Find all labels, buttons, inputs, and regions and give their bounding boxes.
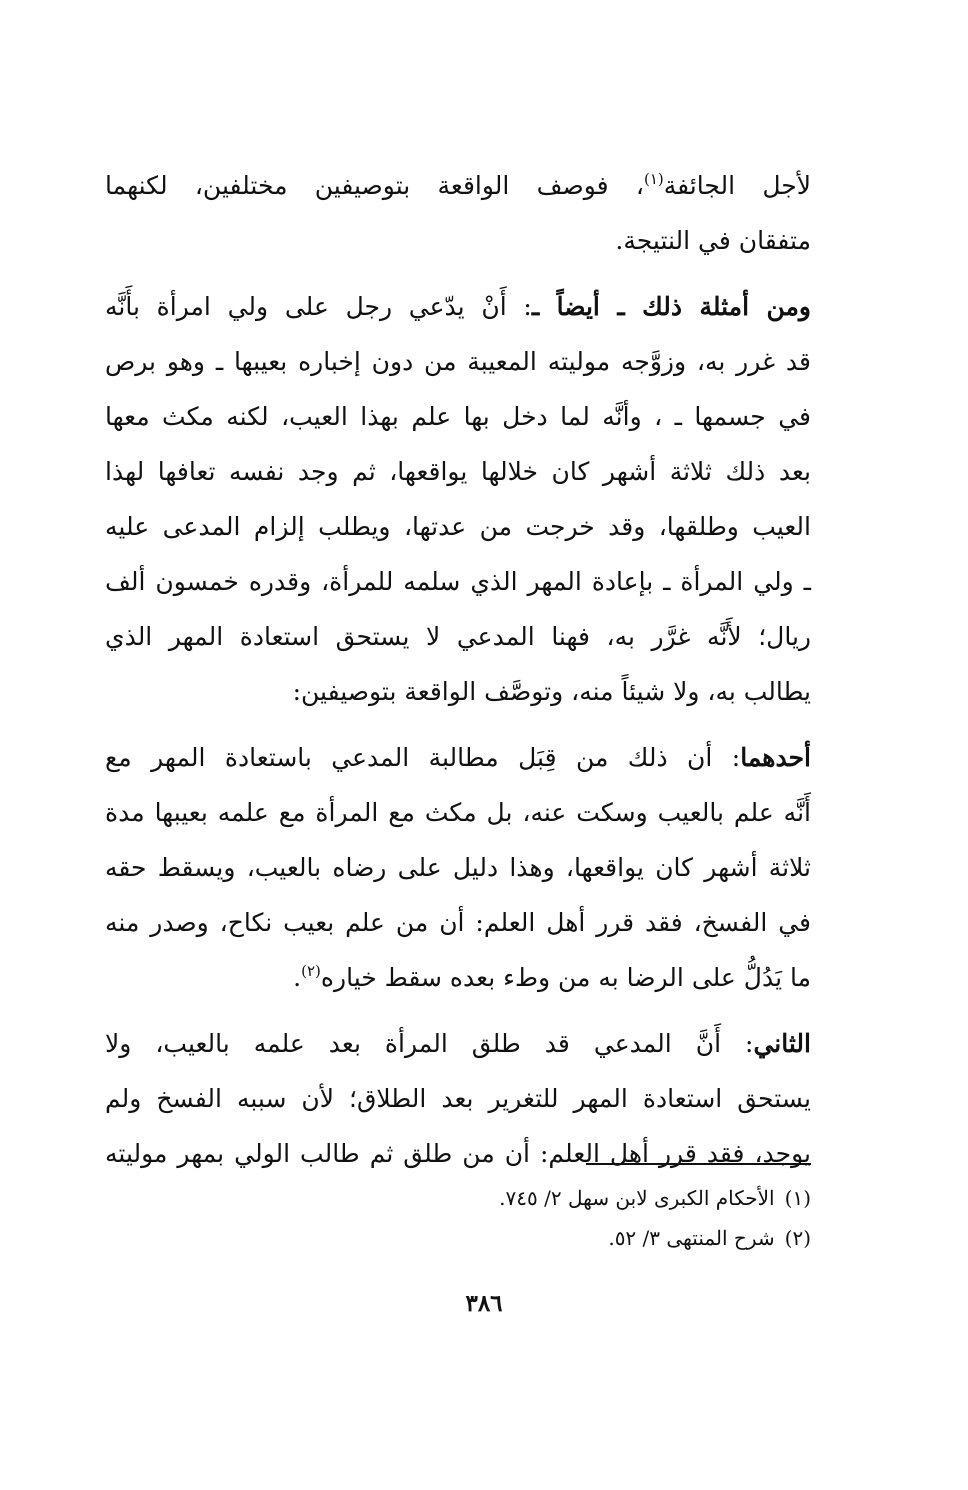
text-line: ـ ولي المرأة ـ بإعادة المهر الذي سلمه للمرأة، وقدره خمسون ألف — [105, 567, 811, 596]
line-text: ما يَدُلُّ على الرضا به من وطء بعده سقط خياره — [320, 963, 811, 992]
text-line: يوجد، فقد قرر أهل العلم: أن من طلق ثم طالب الولي بمهر موليته — [105, 1139, 811, 1168]
text-line — [105, 950, 811, 1005]
text-line: يستحق استعادة المهر للتغرير بعد الطلاق؛ لأن سببه الفسخ ولم — [105, 1084, 811, 1113]
paragraph-1 — [105, 158, 811, 268]
page-body — [105, 158, 811, 1250]
footnotes — [105, 1178, 811, 1258]
footnote-ref-1[interactable]: (١) — [643, 170, 664, 188]
footnote-text: الأحكام الكبرى لابن سهل ٢/ ٧٤٥. — [499, 1186, 775, 1210]
footnote-number: (٢) — [784, 1226, 811, 1250]
text-line: أَنَّه علم بالعيب وسكت عنه، بل مكث مع المرأة مع علمه بعيبها مدة — [105, 798, 811, 827]
page-number: ٣٨٦ — [465, 1290, 503, 1317]
text-line: ثلاثة أشهر كان يواقعها، وهذا دليل على رضاه بالعيب، ويسقط حقه — [105, 853, 811, 882]
text-line: متفقان في النتيجة. — [615, 226, 811, 255]
line-text: ، فوصف الواقعة بتوصيفين مختلفين، لكنهما — [105, 171, 644, 200]
bold-lead: ومن أمثلة ذلك ـ أيضاً ـ — [531, 292, 811, 321]
line-text: : أَنَّ المدعي قد طلق المرأة بعد علمه بالعيب، ولا — [105, 1029, 754, 1058]
footnote-text: شرح المنتهى ٣/ ٥٢. — [608, 1226, 775, 1250]
text-line — [105, 279, 811, 334]
line-text: : أن ذلك من قِبَل مطالبة المدعي باستعادة المهر مع — [105, 743, 741, 772]
text-line: في الفسخ، فقد قرر أهل العلم: أن من علم بعيب نكاح، وصدر منه — [105, 908, 811, 937]
text-line — [105, 158, 811, 213]
footnote-divider — [586, 1163, 811, 1165]
text-line: بعد ذلك ثلاثة أشهر كان خلالها يواقعها، ثم وجد نفسه تعافها لهذا — [105, 457, 811, 486]
paragraph-3 — [105, 730, 811, 1005]
text-line: ريال؛ لأَنَّه غرَّر به، فهنا المدعي لا يستحق استعادة المهر الذي — [105, 622, 811, 651]
bold-lead: أحدهما — [740, 743, 811, 772]
text-line: العيب وطلقها، وقد خرجت من عدتها، ويطلب إلزام المدعى عليه — [105, 512, 811, 541]
footnote-number: (١) — [784, 1186, 811, 1210]
bold-lead: الثاني — [753, 1029, 811, 1058]
line-text: لأجل الجائفة — [663, 171, 811, 200]
paragraph-4 — [105, 1016, 811, 1181]
text-line: يطالب به، ولا شيئاً منه، وتوصَّف الواقعة بتوصيفين: — [292, 677, 811, 706]
text-line: قد غرر به، وزوَّجه موليته المعيبة من دون إخباره بعيبها ـ وهو برص — [105, 347, 811, 376]
text-line — [105, 730, 811, 785]
footnote-ref-2[interactable]: (٢) — [301, 962, 321, 980]
text-line — [105, 1016, 811, 1071]
line-text: . — [293, 963, 302, 992]
footnote-1 — [105, 1178, 811, 1218]
line-text: : أَنْ يدّعي رجل على ولي امرأة بأَنَّه — [105, 292, 532, 321]
text-line: في جسمها ـ ، وأنَّه لما دخل بها علم بهذا العيب، لكنه مكث معها — [105, 402, 811, 431]
footnote-2 — [105, 1218, 811, 1258]
paragraph-2 — [105, 279, 811, 719]
